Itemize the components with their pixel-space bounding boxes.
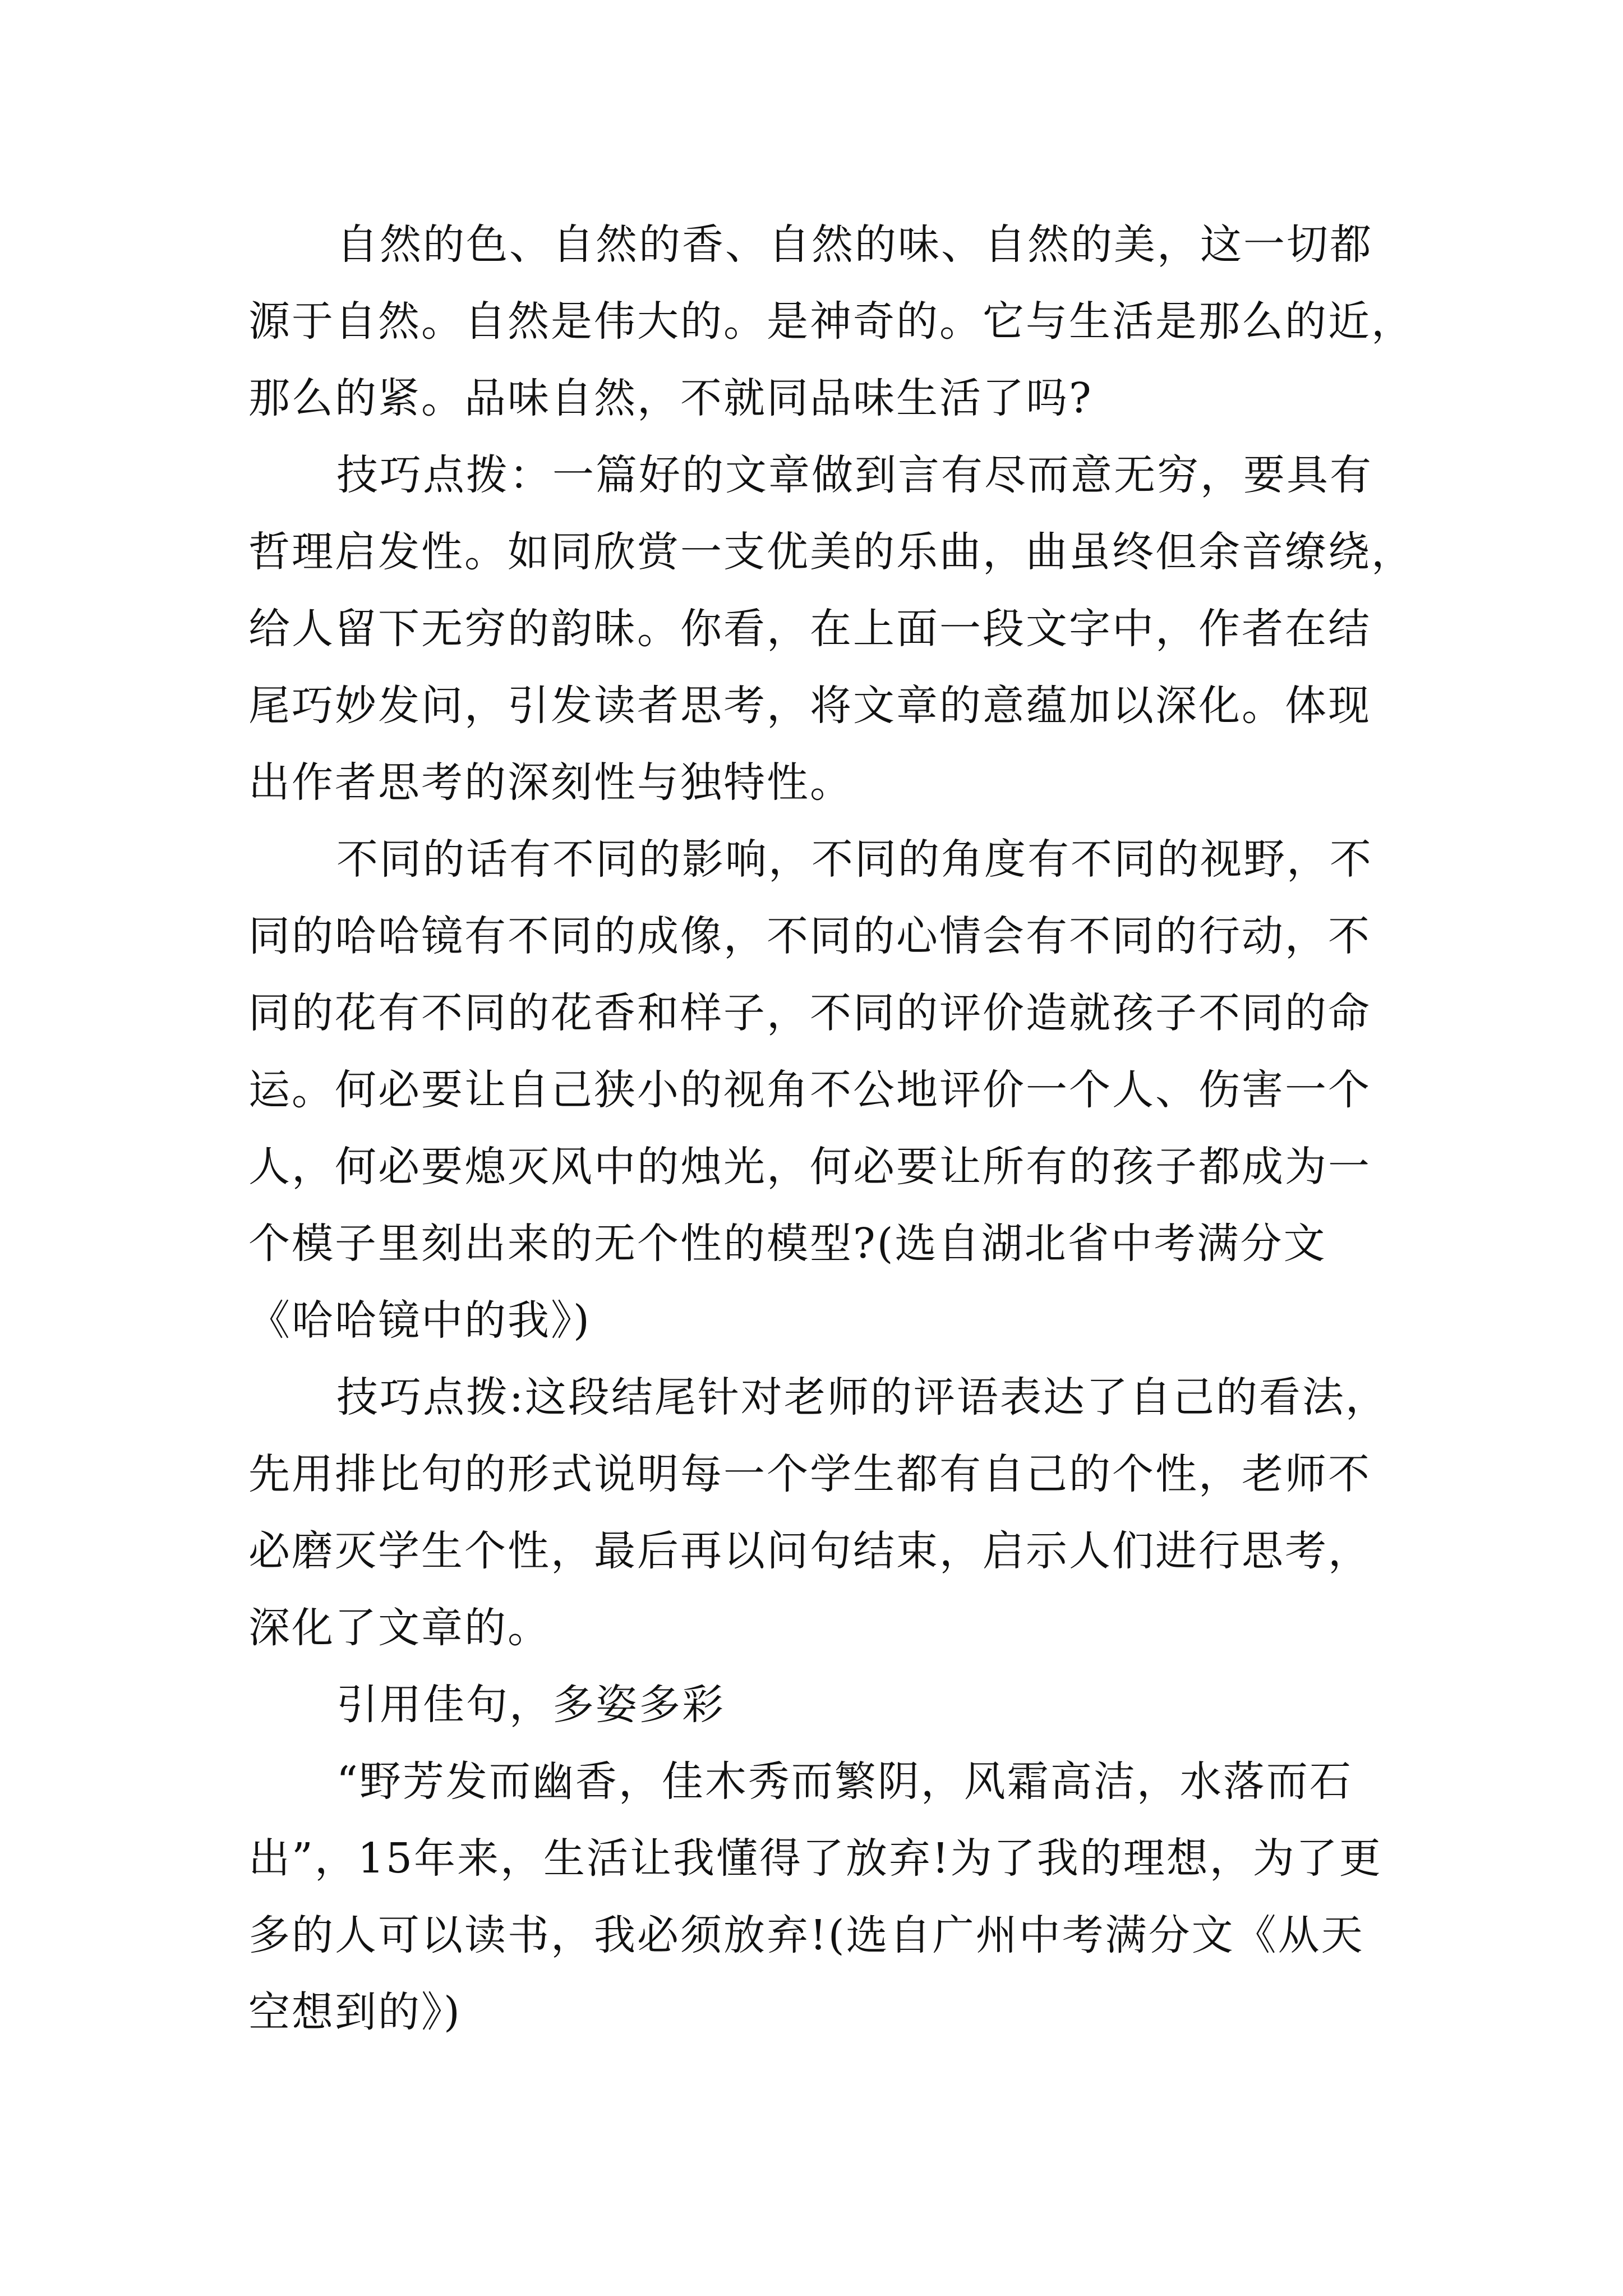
text-line: 同的花有不同的花香和样子，不同的评价造就孩子不同的命 bbox=[248, 989, 1371, 1037]
text-line: 人，何必要熄灭风中的烛光，何必要让所有的孩子都成为一 bbox=[248, 1143, 1371, 1191]
text-line: 必磨灭学生个性，最后再以问句结束，启示人们进行思考， bbox=[248, 1527, 1371, 1575]
text-line: 《哈哈镜中的我》) bbox=[248, 1296, 591, 1345]
text-line: 引用佳句，多姿多彩 bbox=[336, 1681, 725, 1729]
text-line: 给人留下无穷的韵昧。你看，在上面一段文字中，作者在结 bbox=[248, 605, 1371, 653]
text-line: 运。何必要让自己狭小的视角不公地评价一个人、伤害一个 bbox=[248, 1066, 1371, 1114]
text-line: 源于自然。自然是伟大的。是神奇的。它与生活是那么的近， bbox=[248, 297, 1414, 346]
text-line: 先用排比句的形式说明每一个学生都有自己的个性，老师不 bbox=[248, 1450, 1371, 1498]
text-line: 哲理启发性。如同欣赏一支优美的乐曲，曲虽终但余音缭绕， bbox=[248, 528, 1414, 576]
text-line: “野芳发而幽香，佳木秀而繁阴，风霜高洁，水落而石 bbox=[336, 1757, 1353, 1806]
text-line: 不同的话有不同的影响，不同的角度有不同的视野，不 bbox=[336, 835, 1373, 884]
text-line: 技巧点拨：一篇好的文章做到言有尽而意无穷，要具有 bbox=[336, 451, 1373, 499]
text-line: 深化了文章的。 bbox=[248, 1604, 551, 1652]
text-line: 个模子里刻出来的无个性的模型?(选自湖北省中考满分文 bbox=[248, 1220, 1327, 1268]
text-line: 技巧点拨:这段结尾针对老师的评语表达了自己的看法， bbox=[336, 1373, 1389, 1421]
text-line: 出作者思考的深刻性与独特性。 bbox=[248, 758, 853, 807]
text-line: 尾巧妙发问，引发读者思考，将文章的意蕴加以深化。体现 bbox=[248, 682, 1371, 730]
text-line: 那么的紧。品味自然，不就同品味生活了吗? bbox=[248, 374, 1093, 422]
text-line: 空想到的》) bbox=[248, 1988, 462, 2036]
text-line: 出”，15年来，生活让我懂得了放弃!为了我的理想，为了更 bbox=[248, 1834, 1382, 1883]
text-line: 多的人可以读书，我必须放弃!(选自广州中考满分文《从天 bbox=[248, 1911, 1364, 1959]
text-line: 自然的色、自然的香、自然的味、自然的美，这一切都 bbox=[336, 220, 1373, 269]
text-line: 同的哈哈镜有不同的成像，不同的心情会有不同的行动，不 bbox=[248, 912, 1371, 960]
